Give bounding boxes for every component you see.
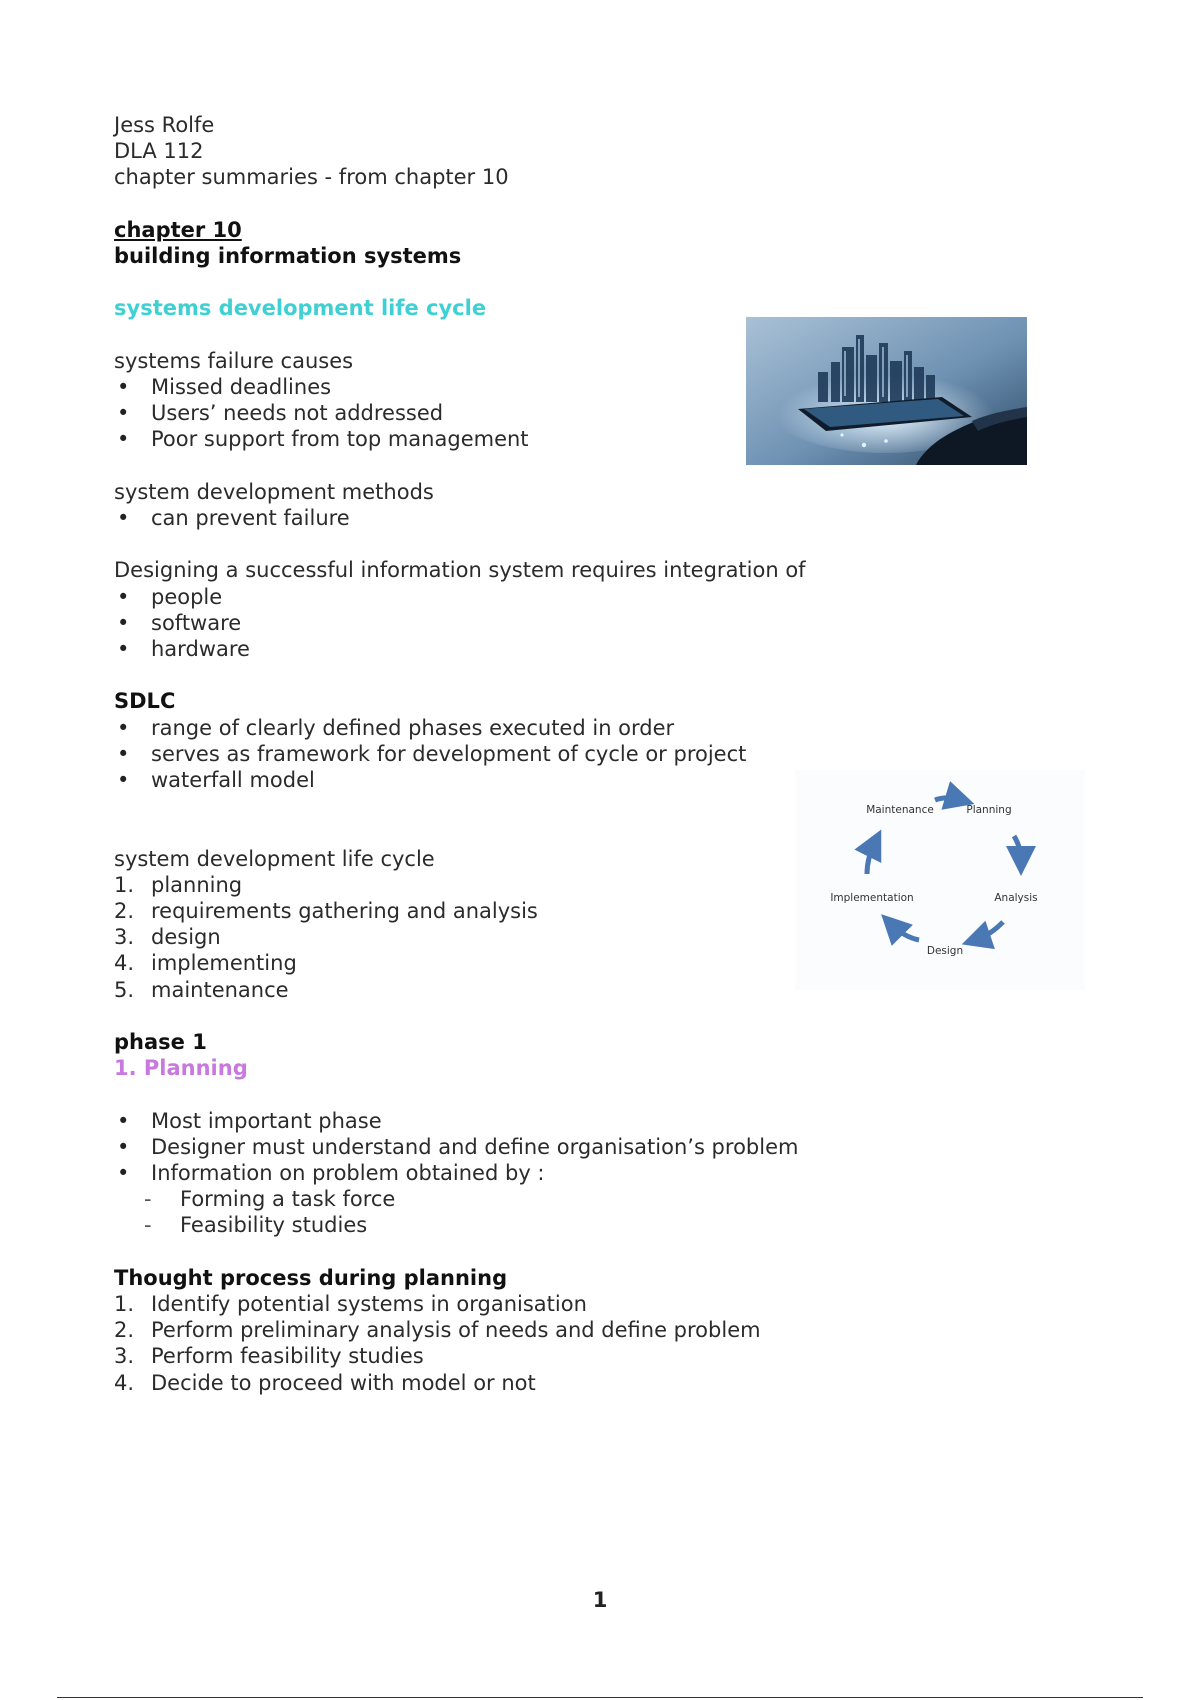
list-text: maintenance [151,977,289,1002]
methods-list [114,505,874,531]
list-item: • people [114,584,874,610]
cycle-label-design: Design [926,945,964,957]
list-item [114,1370,874,1396]
list-text: implementing [151,951,297,976]
list-item: • Missed deadlines [114,374,874,400]
list-item: • Designer must understand and define organisation’s problem [114,1134,874,1160]
list-item [114,1343,874,1369]
list-subitem: - Forming a task force [114,1186,874,1212]
thought-heading: Thought process during planning [114,1265,508,1290]
list-item: • range of clearly defined phases executed in order [114,715,874,741]
list-item: • Users’ needs not addressed [114,400,874,426]
phase-sublist [114,1186,874,1238]
list-text: requirements gathering and analysis [151,898,538,923]
list-number: 1. [114,872,135,897]
list-text: planning [151,872,243,897]
list-number: 2. [114,898,135,923]
phase-list [114,1108,874,1187]
cycle-label-analysis: Analysis [994,892,1038,904]
chapter-title: building information systems [114,244,462,268]
list-item: • Information on problem obtained by : [114,1160,874,1186]
list-subitem: - Feasibility studies [114,1212,874,1238]
lifecycle-list [114,872,874,1003]
arrow-planning-to-analysis [1014,836,1021,862]
list-number: 2. [114,1318,135,1343]
document-subtitle: chapter summaries - from chapter 10 [114,165,509,190]
arrow-maintenance-to-planning [935,798,961,800]
arrow-implementation-to-maintenance [867,842,875,874]
list-item: • software [114,610,874,636]
thought-list [114,1291,874,1396]
sdlc-cycle-diagram [795,770,1085,990]
list-text: Identify potential systems in organisation [151,1291,587,1316]
list-item: • can prevent failure [114,505,874,531]
chapter-label: chapter 10 [114,217,242,242]
list-item: • Most important phase [114,1108,874,1134]
phase-title: 1. Planning [114,1056,248,1081]
list-item: • serves as framework for development of cycle or project [114,741,874,767]
integration-heading: Designing a successful information system requires integration of [114,558,806,583]
sdlc-list [114,715,874,794]
methods-heading: system development methods [114,479,434,504]
cycle-diagram-svg [795,770,1085,990]
course-code: DLA 112 [114,139,204,164]
author-name: Jess Rolfe [114,113,215,137]
list-item [114,924,874,950]
arrow-design-to-implementation [891,924,919,940]
list-item [114,977,874,1003]
list-text: Decide to proceed with model or not [151,1370,536,1395]
cycle-label-planning: Planning [966,804,1012,816]
footer-divider [57,1697,1143,1698]
list-number: 3. [114,1344,135,1369]
city-tablet-illustration [746,317,1027,465]
list-number: 1. [114,1291,135,1316]
lifecycle-heading: system development life cycle [114,846,435,871]
integration-list [114,584,874,663]
page-number: 1 [592,1588,608,1612]
cycle-label-implementation: Implementation [830,892,914,904]
list-item: • waterfall model [114,767,874,793]
list-text: design [151,925,221,950]
phase-label: phase 1 [114,1029,207,1054]
list-number: 4. [114,951,135,976]
section-heading: systems development life cycle [114,296,487,321]
list-number: 4. [114,1370,135,1395]
list-number: 3. [114,925,135,950]
list-item: • hardware [114,636,874,662]
arrow-analysis-to-design [975,922,1003,940]
city-tablet-image [746,317,1027,465]
list-text: Perform preliminary analysis of needs and define problem [151,1318,761,1343]
list-item: • Poor support from top management [114,426,874,452]
list-item [114,1291,874,1317]
list-number: 5. [114,977,135,1002]
page-content [114,112,874,1396]
list-item [114,950,874,976]
failure-heading: systems failure causes [114,348,354,373]
cycle-label-maintenance: Maintenance [866,804,934,816]
list-item [114,872,874,898]
list-text: Perform feasibility studies [151,1344,424,1369]
sdlc-heading: SDLC [114,689,176,714]
list-item [114,1317,874,1343]
list-item [114,898,874,924]
